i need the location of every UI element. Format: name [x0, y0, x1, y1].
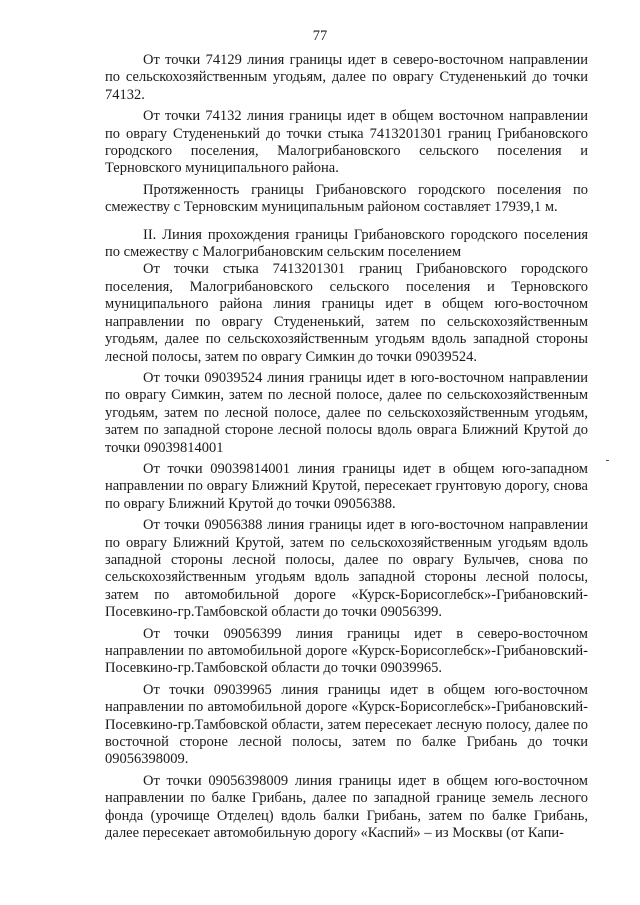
document-body [105, 52, 588, 846]
paragraph: От точки 09056399 линия границы идет в северо-восточном направлении по автомобильной дороге «Курск-Борисоглебск»-Грибановский-Посевкино-гр.Тамбовской области до точки 09039965. [105, 625, 588, 677]
paragraph: Протяженность границы Грибановского городского поселения по смежеству с Терновским муниципальным районом составляет 17939,1 м. [105, 181, 588, 216]
paragraph: От точки 09056388 линия границы идет в юго-восточном направлении по оврагу Ближний Крутой, затем по сельскохозяйственным угодьям вдоль западной стороны лесной полосы, далее по оврагу Булычев, снова по сельскохозяйственным угодьям вдоль западной стороны лесной полосы, затем по автомобильной дороге «Курск-Борисоглебск»-Грибановский-Посевкино-гр.Тамбовской области до точки 09056399. [105, 517, 588, 621]
paragraph: От точки стыка 7413201301 границ Грибановского городского поселения, Малогрибановского сельского поселения и Терновского муниципального района линия границы идет в общем юго-восточном направлении по оврагу Студененький, затем по сельскохозяйственным угодьям, далее по сельскохозяйственным угодьям вдоль западной стороны лесной полосы, затем по оврагу Симкин до точки 09039524. [105, 261, 588, 365]
page-number: 77 [312, 28, 328, 44]
paragraph: От точки 09039814001 линия границы идет в общем юго-западном направлении по оврагу Ближний Крутой, пересекает грунтовую дорогу, снова по оврагу Ближний Крутой до точки 09056388. [105, 460, 588, 512]
margin-mark [606, 460, 609, 461]
paragraph: От точки 74132 линия границы идет в общем восточном направлении по оврагу Студененький до точки стыка 7413201301 границ Грибановского городского поселения, Малогрибановского сельского поселения и Терновского муниципального района. [105, 108, 588, 177]
paragraph: От точки 09056398009 линия границы идет в общем юго-восточном направлении по балке Грибань, далее по западной границе земель лесного фонда (урочище Отделец) вдоль балки Грибань, затем по балке Грибань, далее пересекает автомобильную дорогу «Каспий» – из Москвы (от Капи- [105, 772, 588, 842]
paragraph: От точки 09039524 линия границы идет в юго-восточном направлении по оврагу Симкин, затем по лесной полосе, далее по сельскохозяйственным угодьям, затем по лесной полосе, далее по сельскохозяйственным угодьям, затем по западной стороне лесной полосы вдоль оврага Ближний Крутой до точки 09039814001 [105, 369, 588, 456]
paragraph: От точки 09039965 линия границы идет в общем юго-восточном направлении по автомобильной дороге «Курск-Борисоглебск»-Грибановский-Посевкино-гр.Тамбовской области, затем пересекает лесную полосу, далее по восточной стороне лесной полосы, затем по балке Грибань до точки 09056398009. [105, 681, 588, 768]
section-heading: II. Линия прохождения границы Грибановского городского поселения по смежеству с Малогрибановским сельским поселением [105, 226, 588, 261]
paragraph: От точки 74129 линия границы идет в северо-восточном направлении по сельскохозяйственным угодьям, далее по оврагу Студененький до точки 74132. [105, 52, 588, 103]
